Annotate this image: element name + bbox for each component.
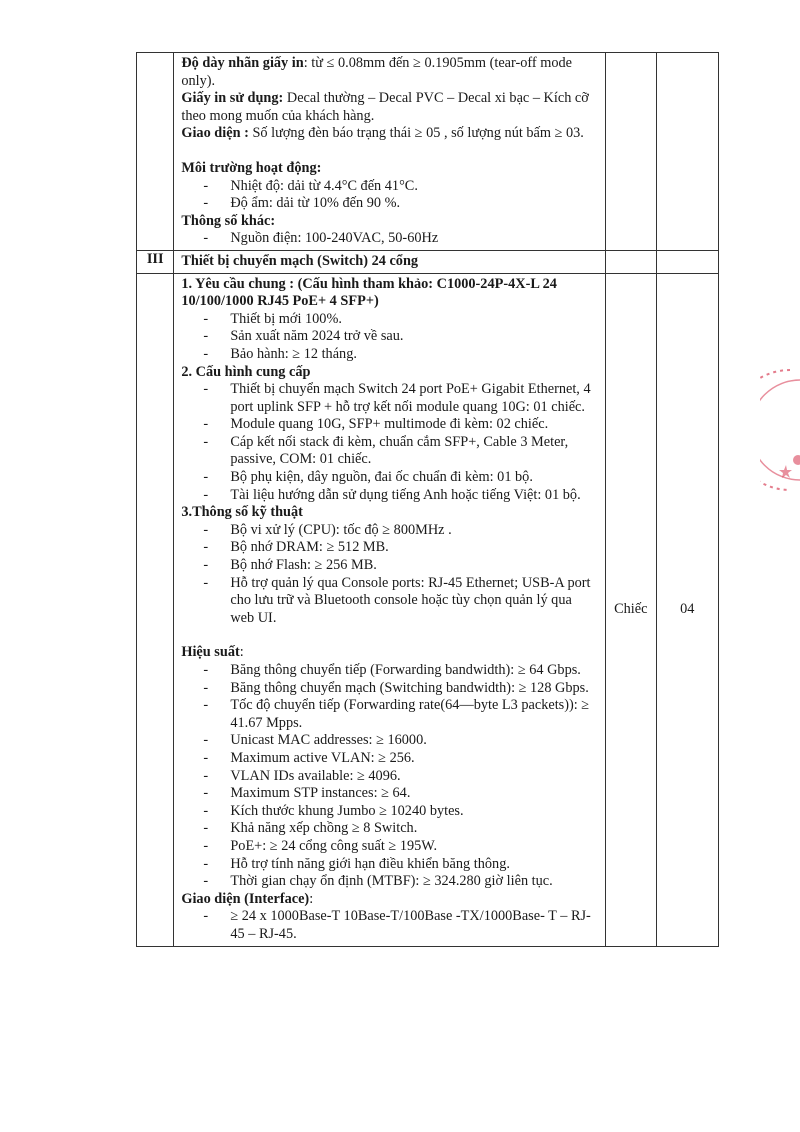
- other-list: [181, 230, 599, 248]
- list-item: - ≥ 24 x 1000Base-T 10Base-T/100Base -TX/1000Base- T – RJ-45 – RJ-45.: [203, 908, 599, 943]
- section-header-row: [137, 250, 719, 273]
- quantity-value: 04: [656, 273, 718, 946]
- tech-list: [181, 522, 599, 628]
- table-row-item: [137, 273, 719, 946]
- label-thickness: Độ dày nhãn giấy in: [181, 55, 304, 71]
- general-heading: 1. Yêu cầu chung : (Cấu hình tham khảo: C1000-24P-4X-L 24 10/100/1000 RJ45 PoE+ 4 SFP+): [181, 275, 557, 310]
- list-item: - Bảo hành: ≥ 12 tháng.: [203, 346, 599, 364]
- general-list: [181, 311, 599, 364]
- paragraph-paper: [181, 90, 599, 125]
- list-item: - Băng thông chuyển tiếp (Forwarding bandwidth): ≥ 64 Gbps.: [203, 662, 599, 680]
- list-item: - Bộ phụ kiện, dây nguồn, đai ốc chuẩn đi kèm: 01 bộ.: [203, 469, 599, 487]
- list-item: - Băng thông chuyển mạch (Switching bandwidth): ≥ 128 Gbps.: [203, 680, 599, 698]
- iface-colon: :: [309, 890, 314, 907]
- list-item: - Thời gian chạy ổn định (MTBF): ≥ 324.280 giờ liên tục.: [203, 873, 599, 891]
- unit-cell: [606, 250, 656, 273]
- section-title: Thiết bị chuyển mạch (Switch) 24 cổng: [174, 250, 606, 273]
- env-list: [181, 178, 599, 213]
- list-item: - Bộ nhớ Flash: ≥ 256 MB.: [203, 557, 599, 575]
- text-thickness: : từ ≤ 0.08mm đến ≥ 0.1905mm (tear-off mode only).: [181, 55, 572, 89]
- perf-list: [181, 662, 599, 891]
- label-paper: Giấy in sử dụng:: [181, 90, 284, 107]
- quantity-cell: [656, 53, 718, 251]
- unit-cell: [606, 53, 656, 251]
- iface-list: [181, 908, 599, 943]
- text-interface: Số lượng đèn báo trạng thái ≥ 05 , số lượng nút bấm ≥ 03.: [248, 125, 584, 142]
- list-item: - Nguồn điện: 100-240VAC, 50-60Hz: [203, 230, 599, 248]
- section-number: III: [137, 250, 174, 273]
- perf-heading-line: [181, 644, 599, 662]
- iface-heading-line: [181, 891, 599, 909]
- stamp-fragment: [760, 360, 800, 500]
- list-item: - VLAN IDs available: ≥ 4096.: [203, 768, 599, 786]
- unit-value: Chiếc: [606, 273, 656, 946]
- row-number-cell: [137, 53, 174, 251]
- list-item: - PoE+: ≥ 24 cổng công suất ≥ 195W.: [203, 838, 599, 856]
- tech-heading: 3.Thông số kỹ thuật: [181, 504, 303, 521]
- list-item: - Maximum active VLAN: ≥ 256.: [203, 750, 599, 768]
- table-row-continued: [137, 53, 719, 251]
- label-interface: Giao diện :: [181, 125, 249, 142]
- supply-heading: 2. Cấu hình cung cấp: [181, 363, 311, 380]
- list-item: - Hỗ trợ tính năng giới hạn điều khiển băng thông.: [203, 856, 599, 874]
- list-item: - Khả năng xếp chồng ≥ 8 Switch.: [203, 820, 599, 838]
- text-paper: Decal thường – Decal PVC – Decal xi bạc – Kích cỡ theo mong muốn của khách hàng.: [181, 90, 589, 124]
- list-item: - Cáp kết nối stack đi kèm, chuẩn cắm SFP+, Cable 3 Meter, passive, COM: 01 chiếc.: [203, 434, 599, 469]
- list-item: - Tốc độ chuyển tiếp (Forwarding rate(64—byte L3 packets)): ≥ 41.67 Mpps.: [203, 697, 599, 732]
- list-item: - Độ ẩm: dải từ 10% đến 90 %.: [203, 195, 599, 213]
- list-item: - Unicast MAC addresses: ≥ 16000.: [203, 732, 599, 750]
- list-item: - Kích thước khung Jumbo ≥ 10240 bytes.: [203, 803, 599, 821]
- list-item: - Bộ nhớ DRAM: ≥ 512 MB.: [203, 539, 599, 557]
- list-item: - Maximum STP instances: ≥ 64.: [203, 785, 599, 803]
- list-item: - Nhiệt độ: dải từ 4.4°C đến 41°C.: [203, 178, 599, 196]
- list-item: - Hỗ trợ quản lý qua Console ports: RJ-45 Ethernet; USB-A port cho lưu trữ và Bluetooth console hoặc tùy chọn quản lý qua web UI.: [203, 575, 599, 628]
- list-item: - Thiết bị chuyển mạch Switch 24 port PoE+ Gigabit Ethernet, 4 port uplink SFP + hỗ trợ kết nối module quang 10G: 01 chiếc.: [203, 381, 599, 416]
- env-heading: Môi trường hoạt động:: [181, 159, 322, 176]
- quantity-cell: [656, 250, 718, 273]
- description-cell: [174, 53, 606, 251]
- list-item: - Tài liệu hướng dẫn sử dụng tiếng Anh hoặc tiếng Việt: 01 bộ.: [203, 487, 599, 505]
- list-item: - Bộ vi xử lý (CPU): tốc độ ≥ 800MHz .: [203, 522, 599, 540]
- perf-heading: Hiệu suất: [181, 644, 240, 661]
- paragraph-thickness: [181, 55, 599, 90]
- spec-table: [136, 52, 719, 947]
- supply-list: [181, 381, 599, 504]
- list-item: - Module quang 10G, SFP+ multimode đi kèm: 02 chiếc.: [203, 416, 599, 434]
- list-item: - Thiết bị mới 100%.: [203, 311, 599, 329]
- list-item: - Sản xuất năm 2024 trở về sau.: [203, 328, 599, 346]
- description-cell: [174, 273, 606, 946]
- paragraph-interface: [181, 125, 599, 143]
- iface-heading: Giao diện (Interface): [181, 890, 310, 907]
- other-heading: Thông số khác:: [181, 212, 276, 229]
- perf-colon: :: [239, 644, 244, 661]
- row-number-cell: [137, 273, 174, 946]
